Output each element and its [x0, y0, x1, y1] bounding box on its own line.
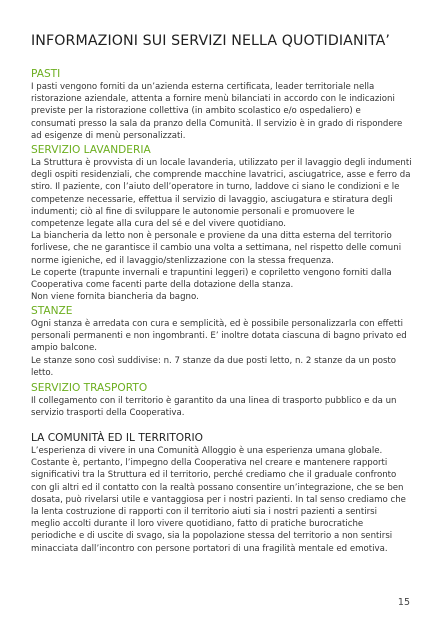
body-line: Cooperativa come facenti parte della dotazione della stanza. — [31, 280, 294, 291]
body-line: periodiche e di uscite di svago, sia la popolazione stessa del territorio a non sentirsi — [31, 531, 393, 542]
body-line: stiro. Il paziente, con l’aiuto dell’operatore in turno, laddove ci siano le condizioni e le — [31, 182, 400, 193]
body-line: meglio accolti durante il loro vivere quotidiano, fatto di pratiche burocratiche — [31, 519, 364, 530]
section-heading: STANZE — [31, 305, 73, 317]
section-heading: LA COMUNITÀ ED IL TERRITORIO — [31, 432, 203, 444]
section-body — [31, 395, 423, 419]
body-line: minacciata dall’incontro con persone portatori di una fragilità mentale ed emotiva. — [31, 543, 388, 554]
page-number: 15 — [397, 597, 410, 608]
section-body — [31, 81, 423, 142]
section-lavanderia — [31, 144, 423, 303]
body-line: La Struttura è provvista di un locale lavanderia, utilizzato per il lavaggio degli indumenti — [31, 158, 412, 168]
body-line: dosata, può rivelarsi utile e vantaggiosa per i nostri pazienti. In tal senso crediamo che — [31, 494, 406, 505]
section-pasti — [31, 68, 423, 142]
body-line: competenze legate alla cura del sé e del vivere quotidiano. — [31, 219, 287, 230]
section-body — [31, 157, 423, 303]
section-heading: SERVIZIO LAVANDERIA — [31, 144, 151, 156]
body-line: degli ospiti residenziali, che comprende macchine lavatrici, asciugatrice, asse e ferro da — [31, 170, 411, 181]
body-line: norme igieniche, ed il lavaggio/stenlizzazione con la stessa frequenza. — [31, 255, 334, 266]
body-line: ad esigenze di menù personalizzati. — [31, 130, 186, 141]
body-line: letto. — [31, 367, 54, 378]
body-line: Le stanze sono così suddivise: n. 7 stanze da due posti letto, n. 2 stanze da un posto — [31, 355, 397, 366]
body-line: personali permanenti e non ingombranti. E’ inoltre dotata ciascuna di bagno privato ed — [31, 331, 407, 342]
body-line: ristorazione aziendale, attenta a fornire menù bilanciati in accordo con le indicazioni — [31, 94, 395, 105]
section-heading: SERVIZIO TRASPORTO — [31, 382, 148, 394]
section-body — [31, 445, 423, 555]
body-line: competenze necessarie, effettua il servizio di lavaggio, asciugatura e stiratura degli — [31, 194, 393, 205]
section-stanze — [31, 305, 423, 379]
section-trasporto — [31, 382, 423, 419]
body-line: I pasti vengono forniti da un’azienda esterna certificata, leader territoriale nella — [31, 82, 375, 92]
body-line: con gli altri ed il contatto con la realtà possano consentire un’integrazione, che se ben — [31, 482, 404, 493]
body-line: la lenta costruzione di rapporti con il territorio aiuti sia i nostri pazienti a sentirsi — [31, 507, 378, 518]
body-line: Non viene fornita biancheria da bagno. — [31, 292, 199, 303]
body-line: consumati presso la sala da pranzo della Comunità. Il servizio è in grado di rispondere — [31, 118, 403, 129]
body-line: La biancheria da letto non è personale e proviene da una ditta esterna del territorio — [31, 231, 392, 242]
body-line: indumenti; ciò al fine di sviluppare le autonomie personali e promuovere le — [31, 206, 355, 217]
body-line: Ogni stanza è arredata con cura e semplicità, ed è possibile personalizzarla con effetti — [31, 319, 403, 329]
page-title: INFORMAZIONI SUI SERVIZI NELLA QUOTIDIANITA’ — [31, 33, 391, 49]
body-line: Le coperte (trapunte invernali e trapuntini leggeri) e copriletto vengono forniti dalla — [31, 267, 392, 278]
body-line: significativi tra la Struttura ed il territorio, perché crediamo che il graduale confronto — [31, 470, 397, 481]
body-line: forlivese, che ne garantisce il cambio una volta a settimana, nel rispetto delle comuni — [31, 243, 402, 254]
body-line: Il collegamento con il territorio è garantito da una linea di trasporto pubblico e da un — [31, 396, 397, 406]
body-line: servizio trasporti della Cooperativa. — [31, 408, 185, 419]
body-line: Costante è, pertanto, l’impegno della Cooperativa nel creare e mantenere rapporti — [31, 458, 388, 469]
section-heading: PASTI — [31, 68, 61, 80]
body-line: L’esperienza di vivere in una Comunità Alloggio è una esperienza umana globale. — [31, 446, 383, 456]
section-comunita-territorio — [31, 432, 423, 555]
body-line: ampio balcone. — [31, 343, 98, 354]
body-line: previste per la ristorazione collettiva (in ambito scolastico e/o ospedaliero) e — [31, 106, 361, 117]
section-body — [31, 318, 423, 379]
